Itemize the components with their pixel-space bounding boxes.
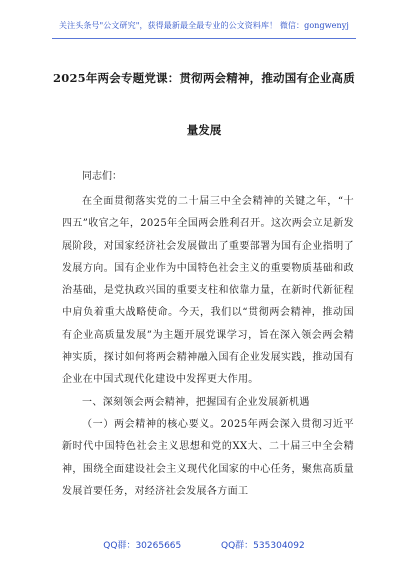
section-heading: 一、深刻领会两会精神，把握国有企业发展新机遇 [82,396,310,408]
salutation: 同志们： [82,171,122,182]
document-title-line-1: 2025年两会专题党课：贯彻两会精神，推动国有企业高质 [53,71,355,85]
header-banner: 关注头条号"公文研究"，获得最新最全最专业的公文资料库！ 微信：gongwenyj [59,21,349,30]
footer-contact [0,538,408,551]
document-body [62,191,354,503]
body-paragraph-intro: 在全面贯彻落实党的二十届三中全会精神的关键之年，“十四五”收官之年，2025年全国两会胜利召开。这次两会立足新发展阶段，对国家经济社会发展做出了重要部署为国有企业指明了发展方向。国有企业作为中国特色社会主义的重要物质基础和政治基础，是党执政兴国的重要支柱和依靠力量，在新时代新征程中肩负着重大战略使命。今天，我们以“贯彻两会精神，推动国有企业高质量发展”为主题开展党课学习，旨在深入领会两会精神实质，探讨如何将两会精神融入国有企业发展实践，推动国有企业在中国式现代化建设中发挥更大作用。 [62,196,354,386]
footer-qq-group-2: QQ群：535304092 [221,541,305,551]
footer-qq-group-1: QQ群：30265665 [103,541,182,551]
body-paragraph-core: （一）两会精神的核心要义。2025年两会深入贯彻习近平新时代中国特色社会主义思想和党的XX大、二十届三中全会精神，围绕全面建设社会主义现代化国家的中心任务，聚焦高质量发展首要任务，对经济社会发展各方面工 [62,418,354,497]
document-title-line-2: 量发展 [186,123,222,137]
header-divider [52,38,356,39]
